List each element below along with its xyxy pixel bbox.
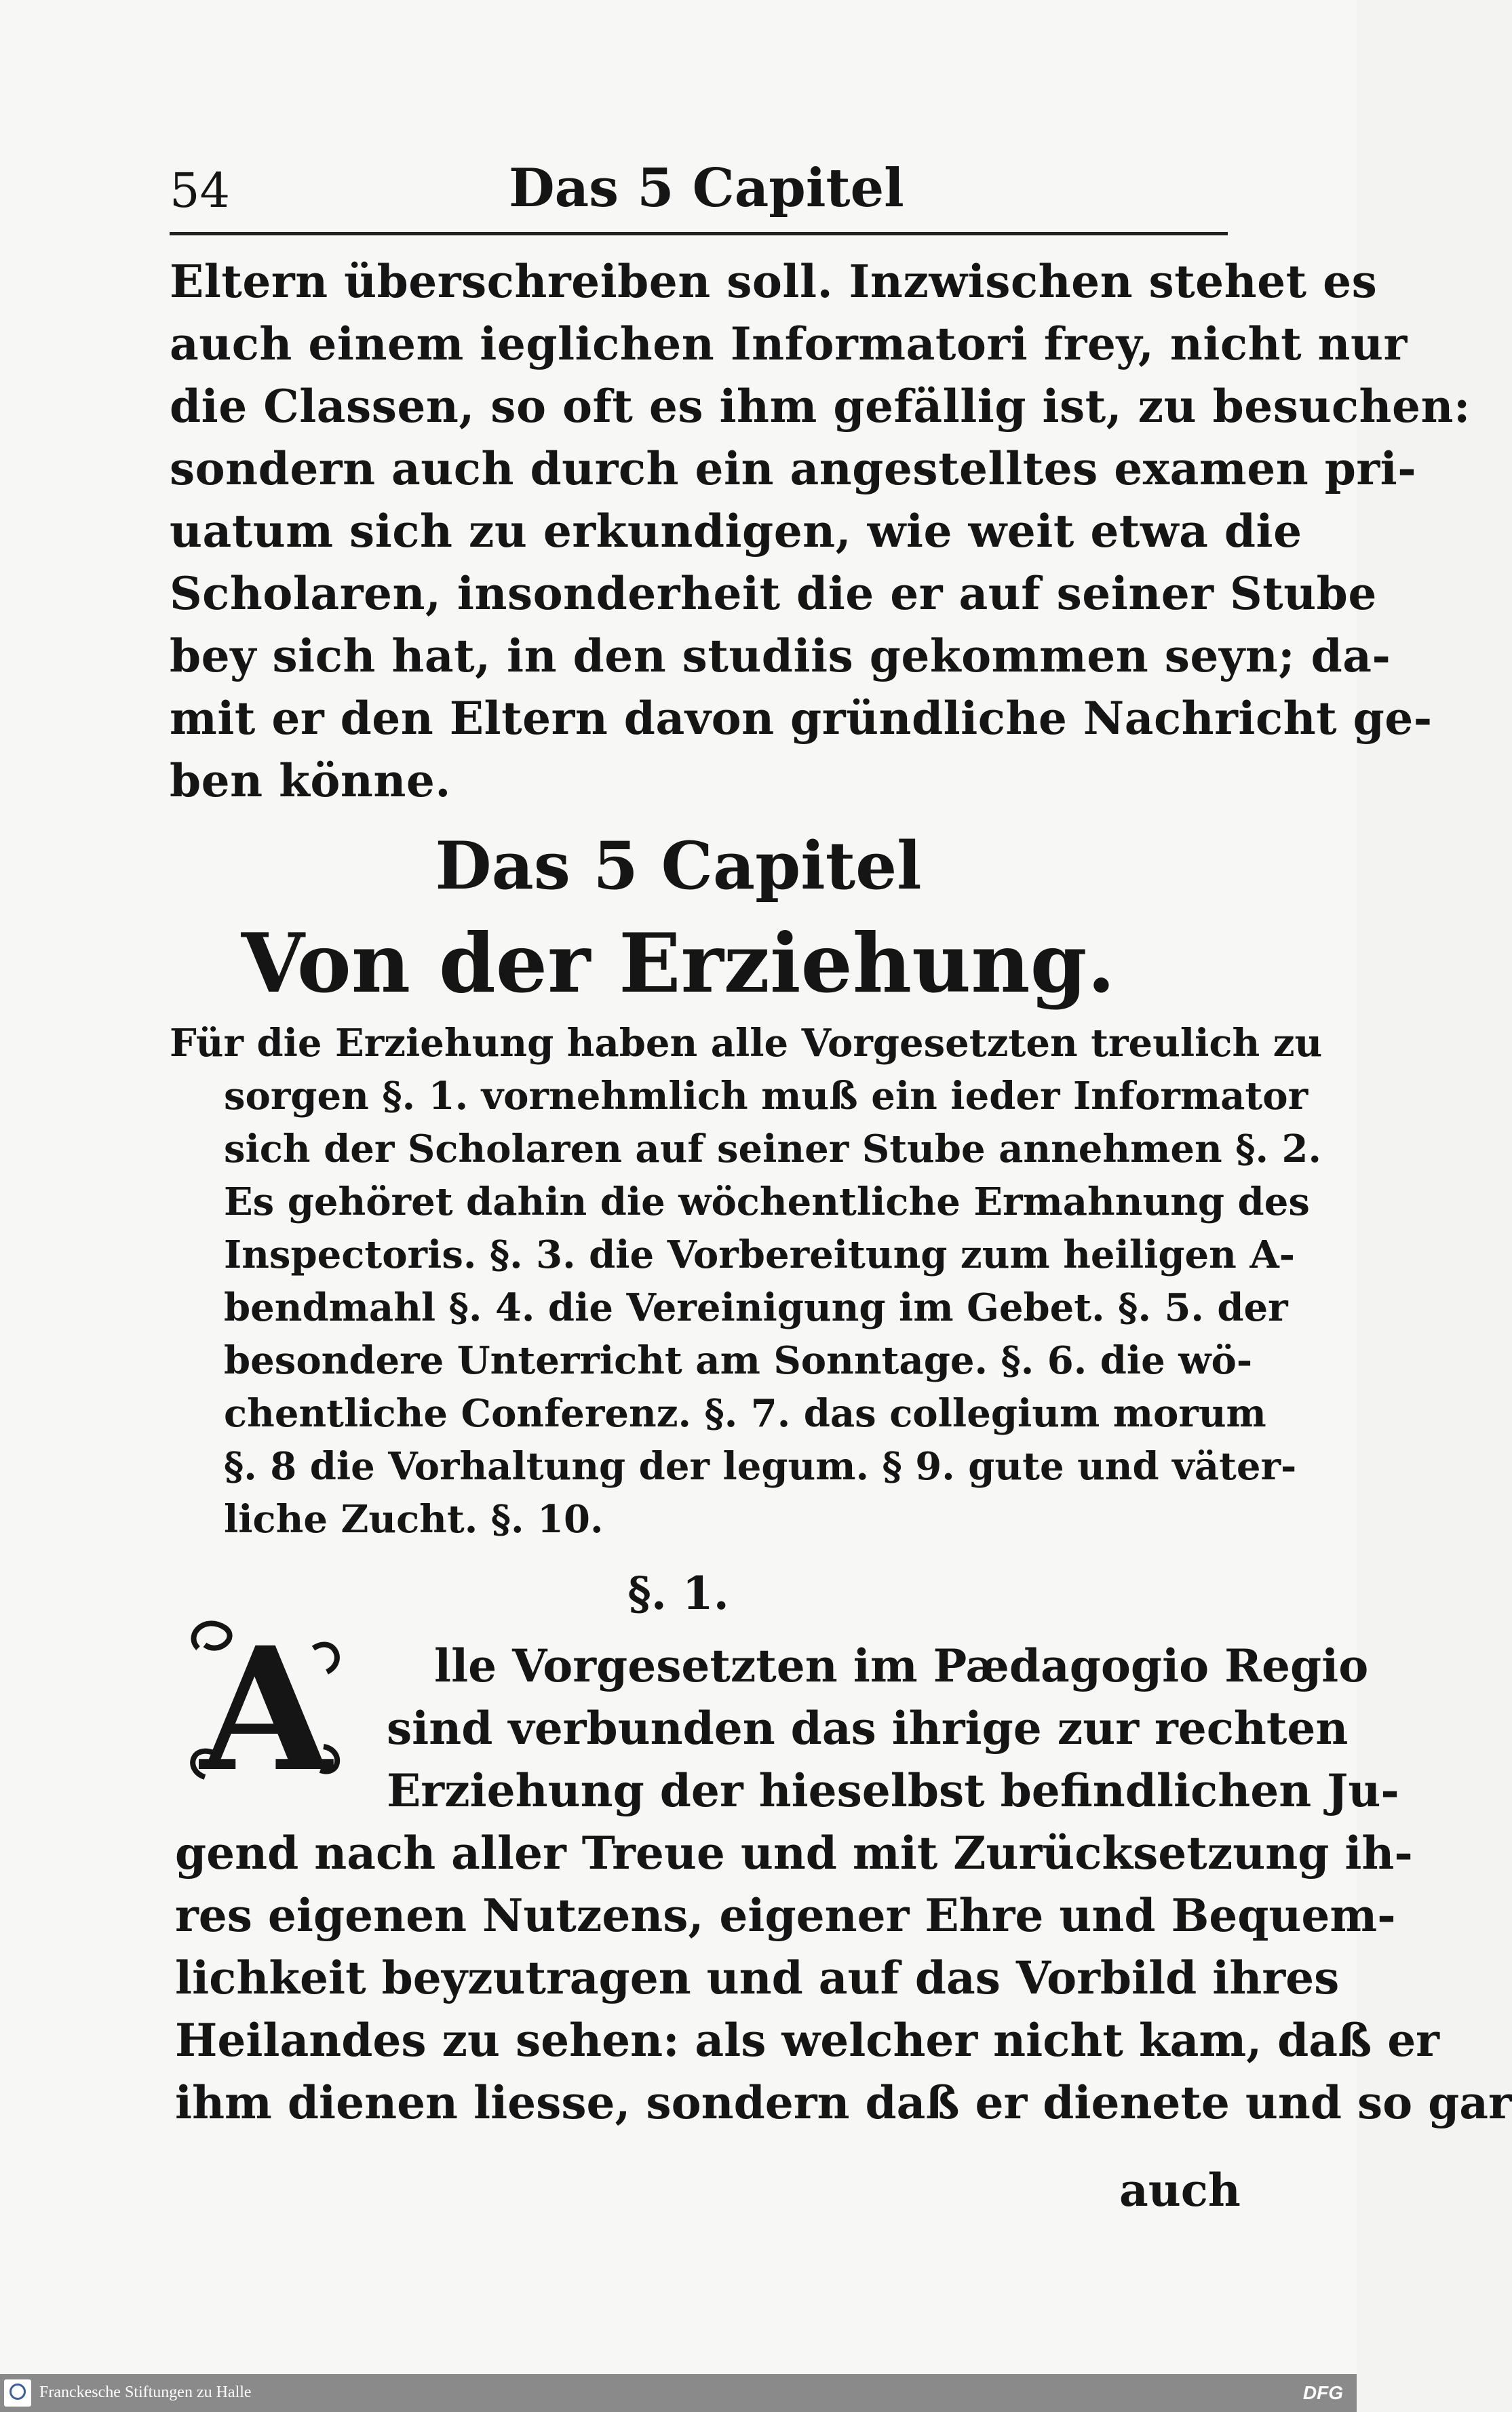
catchword: auch xyxy=(1119,2164,1241,2217)
text-line: lichkeit beyzutragen und auf das Vorbild ihres xyxy=(175,1951,1340,2004)
text-line: mit er den Eltern davon gründliche Nachricht ge- xyxy=(170,692,1433,745)
summary-line: sorgen §. 1. vornehmlich muß ein ieder Informator xyxy=(224,1074,1309,1119)
summary-line: Inspectoris. §. 3. die Vorbereitung zum heiligen A- xyxy=(224,1232,1296,1277)
text-line: die Classen, so oft es ihm gefällig ist, zu besuchen: xyxy=(170,380,1471,433)
summary-line: sich der Scholaren auf seiner Stube annehmen §. 2. xyxy=(224,1127,1321,1171)
text-line: ihm dienen liesse, sondern daß er dienete und so gar xyxy=(175,2076,1512,2129)
summary-line: §. 8 die Vorhaltung der legum. § 9. gute und väter- xyxy=(224,1444,1297,1489)
summary-line: Es gehöret dahin die wöchentliche Ermahnung des xyxy=(224,1180,1310,1224)
text-line: auch einem ieglichen Informatori frey, nicht nur xyxy=(170,317,1408,370)
page-number: 54 xyxy=(170,163,231,218)
text-line: sondern auch durch ein angestelltes examen pri- xyxy=(170,442,1417,495)
page-header xyxy=(170,149,1228,231)
summary-line: bendmahl §. 4. die Vereinigung im Gebet. §. 5. der xyxy=(224,1285,1288,1330)
section-mark: §. 1. xyxy=(627,1567,729,1620)
text-line: Eltern überschreiben soll. Inzwischen stehet es xyxy=(170,255,1378,308)
chapter-subtitle: Von der Erziehung. xyxy=(241,916,1116,1011)
institution-name: Franckesche Stiftungen zu Halle xyxy=(39,2384,252,2401)
text-line: Scholaren, insonderheit die er auf seiner Stube xyxy=(170,567,1377,620)
text-line: uatum sich zu erkundigen, wie weit etwa die xyxy=(170,505,1302,558)
chapter-title: Das 5 Capitel xyxy=(435,828,922,904)
summary-line: besondere Unterricht am Sonntage. §. 6. die wö- xyxy=(224,1338,1253,1383)
institution-logo-icon xyxy=(4,2379,31,2407)
decorated-initial xyxy=(178,1608,354,1809)
summary-line: chentliche Conferenz. §. 7. das collegium morum xyxy=(224,1391,1266,1436)
initial-letter: A xyxy=(200,1610,332,1809)
funder-logo: DFG xyxy=(1302,2382,1343,2403)
text-line: Heilandes zu sehen: als welcher nicht kam, daß er xyxy=(175,2014,1439,2067)
running-head: Das 5 Capitel xyxy=(509,157,904,219)
text-line: Erziehung der hieselbst befindlichen Ju- xyxy=(387,1764,1399,1817)
summary-line: liche Zucht. §. 10. xyxy=(224,1497,604,1542)
text-line: bey sich hat, in den studiis gekommen seyn; da- xyxy=(170,629,1391,682)
text-line: res eigenen Nutzens, eigener Ehre und Bequem- xyxy=(175,1889,1396,1942)
text-line: gend nach aller Treue und mit Zurücksetzung ih- xyxy=(175,1827,1413,1880)
summary-line: Für die Erziehung haben alle Vorgesetzten treulich zu xyxy=(170,1021,1323,1066)
text-line: lle Vorgesetzten im Pædagogio Regio xyxy=(434,1639,1369,1692)
text-line: sind verbunden das ihrige zur rechten xyxy=(387,1702,1349,1755)
text-line: ben könne. xyxy=(170,754,451,807)
viewer-footer xyxy=(0,2374,1357,2412)
header-rule xyxy=(170,232,1228,235)
